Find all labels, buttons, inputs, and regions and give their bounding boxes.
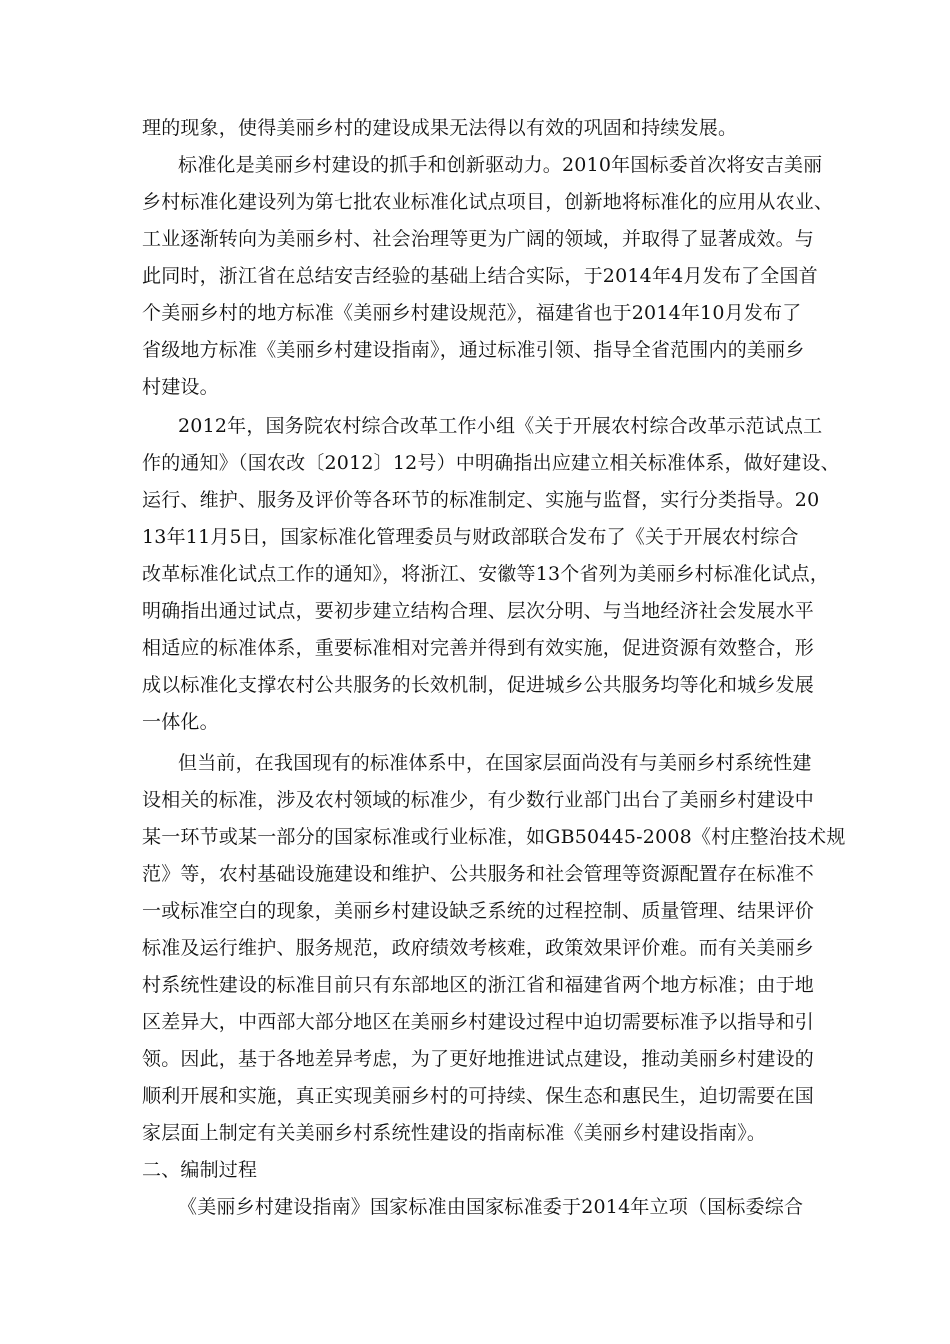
text-line: 村系统性建设的标准目前只有东部地区的浙江省和福建省两个地方标准；由于地 (142, 974, 815, 996)
text-line: 改革标准化试点工作的通知》，将浙江、安徽等13个省列为美丽乡村标准化试点， (142, 563, 830, 585)
text-line: 某一环节或某一部分的国家标准或行业标准，如GB50445-2008《村庄整治技术规 (142, 826, 846, 848)
text-line: 省级地方标准《美丽乡村建设指南》，通过标准引领、指导全省范围内的美丽乡 (142, 339, 805, 361)
text-line: 理的现象，使得美丽乡村的建设成果无法得以有效的巩固和持续发展。 (142, 117, 738, 139)
text-line: 个美丽乡村的地方标准《美丽乡村建设规范》，福建省也于2014年10月发布了 (142, 302, 802, 324)
paragraph-first-line: 标准化是美丽乡村建设的抓手和创新驱动力。2010年国标委首次将安吉美丽 (178, 154, 823, 176)
text-line: 明确指出通过试点，要初步建立结构合理、层次分明、与当地经济社会发展水平 (142, 600, 815, 622)
paragraph-first-line: 但当前，在我国现有的标准体系中，在国家层面尚没有与美丽乡村系统性建 (178, 752, 812, 774)
text-line: 区差异大，中西部大部分地区在美丽乡村建设过程中迫切需要标准予以指导和引 (142, 1011, 815, 1033)
text-line: 范》等，农村基础设施建设和维护、公共服务和社会管理等资源配置存在标准不 (142, 863, 815, 885)
text-line: 一体化。 (142, 711, 219, 733)
text-line: 乡村标准化建设列为第七批农业标准化试点项目，创新地将标准化的应用从农业、 (142, 191, 834, 213)
text-line: 相适应的标准体系，重要标准相对完善并得到有效实施，促进资源有效整合，形 (142, 637, 815, 659)
text-line: 成以标准化支撑农村公共服务的长效机制，促进城乡公共服务均等化和城乡发展 (142, 674, 815, 696)
text-line: 作的通知》（国农改〔2012〕12号）中明确指出应建立相关标准体系，做好建设、 (142, 452, 840, 474)
text-line: 顺利开展和实施，真正实现美丽乡村的可持续、保生态和惠民生，迫切需要在国 (142, 1085, 815, 1107)
paragraph-first-line: 2012年，国务院农村综合改革工作小组《关于开展农村综合改革示范试点工 (178, 415, 823, 437)
text-line: 村建设。 (142, 376, 219, 398)
paragraph-first-line: 《美丽乡村建设指南》国家标准由国家标准委于2014年立项（国标委综合 (178, 1196, 804, 1218)
text-line: 运行、维护、服务及评价等各环节的标准制定、实施与监督，实行分类指导。20 (142, 489, 820, 511)
text-line: 家层面上制定有关美丽乡村系统性建设的指南标准《美丽乡村建设指南》。 (142, 1122, 767, 1144)
text-line: 领。因此，基于各地差异考虑，为了更好地推进试点建设，推动美丽乡村建设的 (142, 1048, 815, 1070)
text-line: 工业逐渐转向为美丽乡村、社会治理等更为广阔的领域，并取得了显著成效。与 (142, 228, 815, 250)
text-line: 13年11月5日，国家标准化管理委员与财政部联合发布了《关于开展农村综合 (142, 526, 799, 548)
text-line: 设相关的标准，涉及农村领域的标准少，有少数行业部门出台了美丽乡村建设中 (142, 789, 815, 811)
section-heading: 二、编制过程 (142, 1159, 258, 1181)
text-line: 一或标准空白的现象，美丽乡村建设缺乏系统的过程控制、质量管理、结果评价 (142, 900, 815, 922)
text-line: 此同时，浙江省在总结安吉经验的基础上结合实际，于2014年4月发布了全国首 (142, 265, 818, 287)
text-line: 标准及运行维护、服务规范，政府绩效考核难，政策效果评价难。而有关美丽乡 (142, 937, 815, 959)
